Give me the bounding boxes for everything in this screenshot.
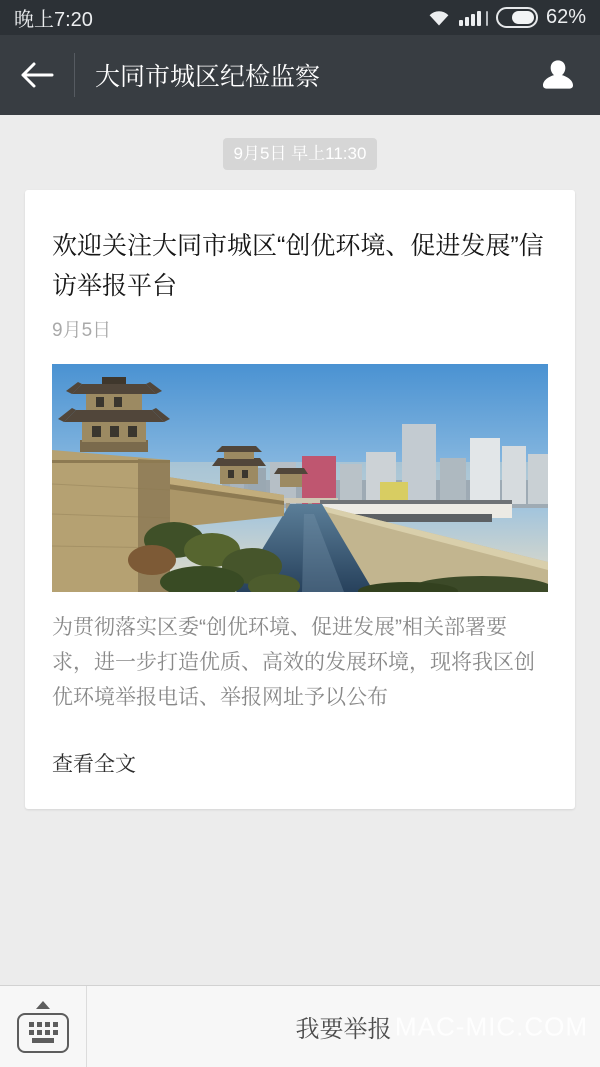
read-full-text-link[interactable]: 查看全文: [52, 753, 136, 776]
article-title: 欢迎关注大同市城区“创优环境、促进发展”信访举报平台: [52, 232, 544, 300]
chat-content-area[interactable]: [0, 115, 600, 985]
menu-item-report[interactable]: 我要举报: [295, 1016, 392, 1043]
caret-up-icon: [36, 1001, 50, 1009]
keyboard-icon: [17, 1013, 69, 1053]
article-card[interactable]: [25, 190, 575, 809]
status-time: 晚上7:20: [14, 9, 93, 31]
signal-icon: [459, 10, 488, 26]
wifi-icon: [427, 9, 451, 27]
battery-percent: 62%: [545, 6, 586, 28]
article-hero-image[interactable]: [52, 364, 548, 592]
page-title: 大同市城区纪检监察: [95, 63, 321, 91]
status-bar: [0, 0, 600, 35]
keyboard-toggle-button[interactable]: [0, 986, 86, 1067]
message-timestamp: 9月5日 早上11:30: [223, 138, 378, 170]
nav-divider: [74, 53, 75, 97]
article-summary: 为贯彻落实区委“创优环境、促进发展”相关部署要求，进一步打造优质、高效的发展环境，现将我区创优环境举报电话、举报网址予以公布: [52, 616, 535, 709]
profile-icon[interactable]: [536, 53, 580, 97]
bottom-toolbar: [0, 985, 600, 1067]
article-date: 9月5日: [52, 320, 112, 341]
back-arrow-icon[interactable]: [20, 53, 60, 97]
nav-bar: [0, 35, 600, 115]
battery-icon: [496, 7, 538, 28]
watermark-text: MAC-MIC.COM: [395, 1011, 588, 1041]
